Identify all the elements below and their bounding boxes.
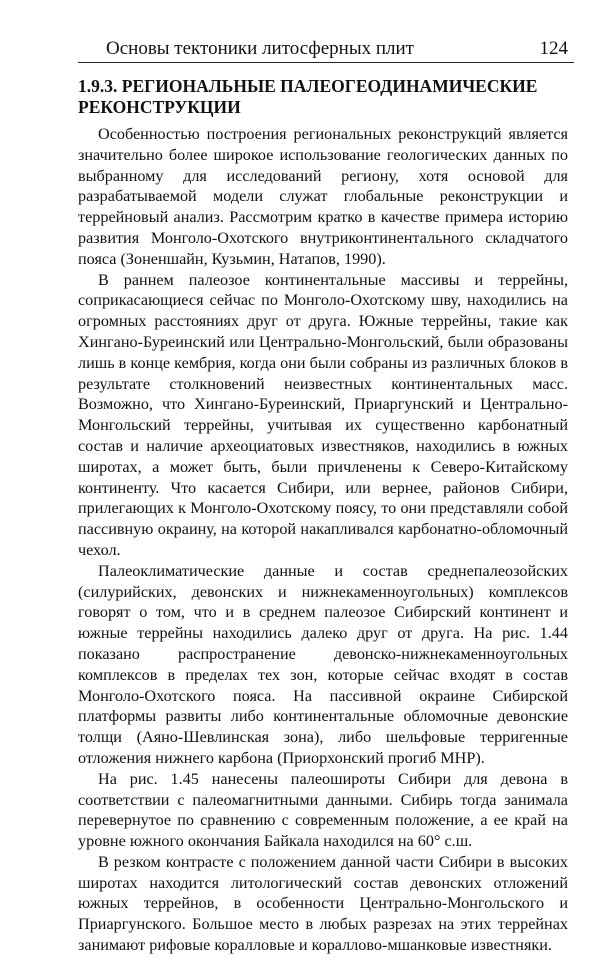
paragraph-2: В раннем палеозое континентальные массивы и террейны, соприкасающиеся сейчас по Монголо-Охотскому шву, находились на огромных расстояниях друг от друга. Южные террейны, такие как Хингано-Буреинский или Центрально-Монгольский, были образованы лишь в конце кембрия, когда они были собраны из различных блоков в результате столкновений неизвестных континентальных масс. Возможно, что Хингано-Буреинский, Приаргунский и Центрально-Монгольский террейны, учитывая их существенно карбонатный состав и наличие археоциатовых известняков, находились в южных широтах, а может быть, были причленены к Северо-Китайскому континенту. Что касается Сибири, или вернее, районов Сибири, прилегающих к Монголо-Охотскому поясу, то они представляли собой пассивную окраину, на которой накапливался карбонатно-обломочный чехол.: [78, 270, 568, 559]
paragraph-5: В резком контрасте с положением данной части Сибири в высоких широтах находится литологический состав девонских отложений южных террейнов, в особенности Центрально-Монгольского и Приаргунского. Большое место в любых разрезах на этих террейнах занимают рифовые коралловые и кораллово-мшанковые известняки.: [78, 852, 568, 955]
running-title: Основы тектоники литосферных плит: [106, 38, 414, 59]
running-header: [78, 36, 574, 63]
paragraph-1: Особенностью построения региональных реконструкций является значительно более широкое использование геологических данных по выбранному для исследований региону, хотя основой для разрабатываемой модели служат глобальные реконструкции и террейновый анализ. Рассмотрим кратко в качестве примера историю развития Монголо-Охотского внутриконтинентального складчатого пояса (Зоненшайн, Кузьмин, Натапов, 1990).: [78, 125, 568, 268]
paragraph-4: На рис. 1.45 нанесены палеошироты Сибири для девона в соответствии с палеомагнитными данными. Сибирь тогда занимала перевернутое по сравнению с современным положение, а ее край на уровне южного окончания Байкала находился на 60° с.ш.: [78, 769, 568, 851]
section-heading: 1.9.3. РЕГИОНАЛЬНЫЕ ПАЛЕОГЕОДИНАМИЧЕСКИЕ РЕКОНСТРУКЦИИ: [78, 76, 538, 117]
paragraph-3: Палеоклиматические данные и состав среднепалеозойских (силурийских, девонских и нижнекаменноугольных) комплексов говорят о том, что и в среднем палеозое Сибирский континент и южные террейны находились далеко друг от друга. На рис. 1.44 показано распространение девонско-нижнекаменноугольных комплексов в пределах тех зон, которые сейчас входят в состав Монголо-Охотского пояса. На пассивной окраине Сибирской платформы развиты либо континентальные обломочные девонские толщи (Аяно-Шевлинская зона), либо шельфовые терригенные отложения нижнего карбона (Приорхонский прогиб МНР).: [78, 561, 568, 767]
body-text: [78, 124, 568, 956]
page-number: 124: [539, 38, 568, 59]
